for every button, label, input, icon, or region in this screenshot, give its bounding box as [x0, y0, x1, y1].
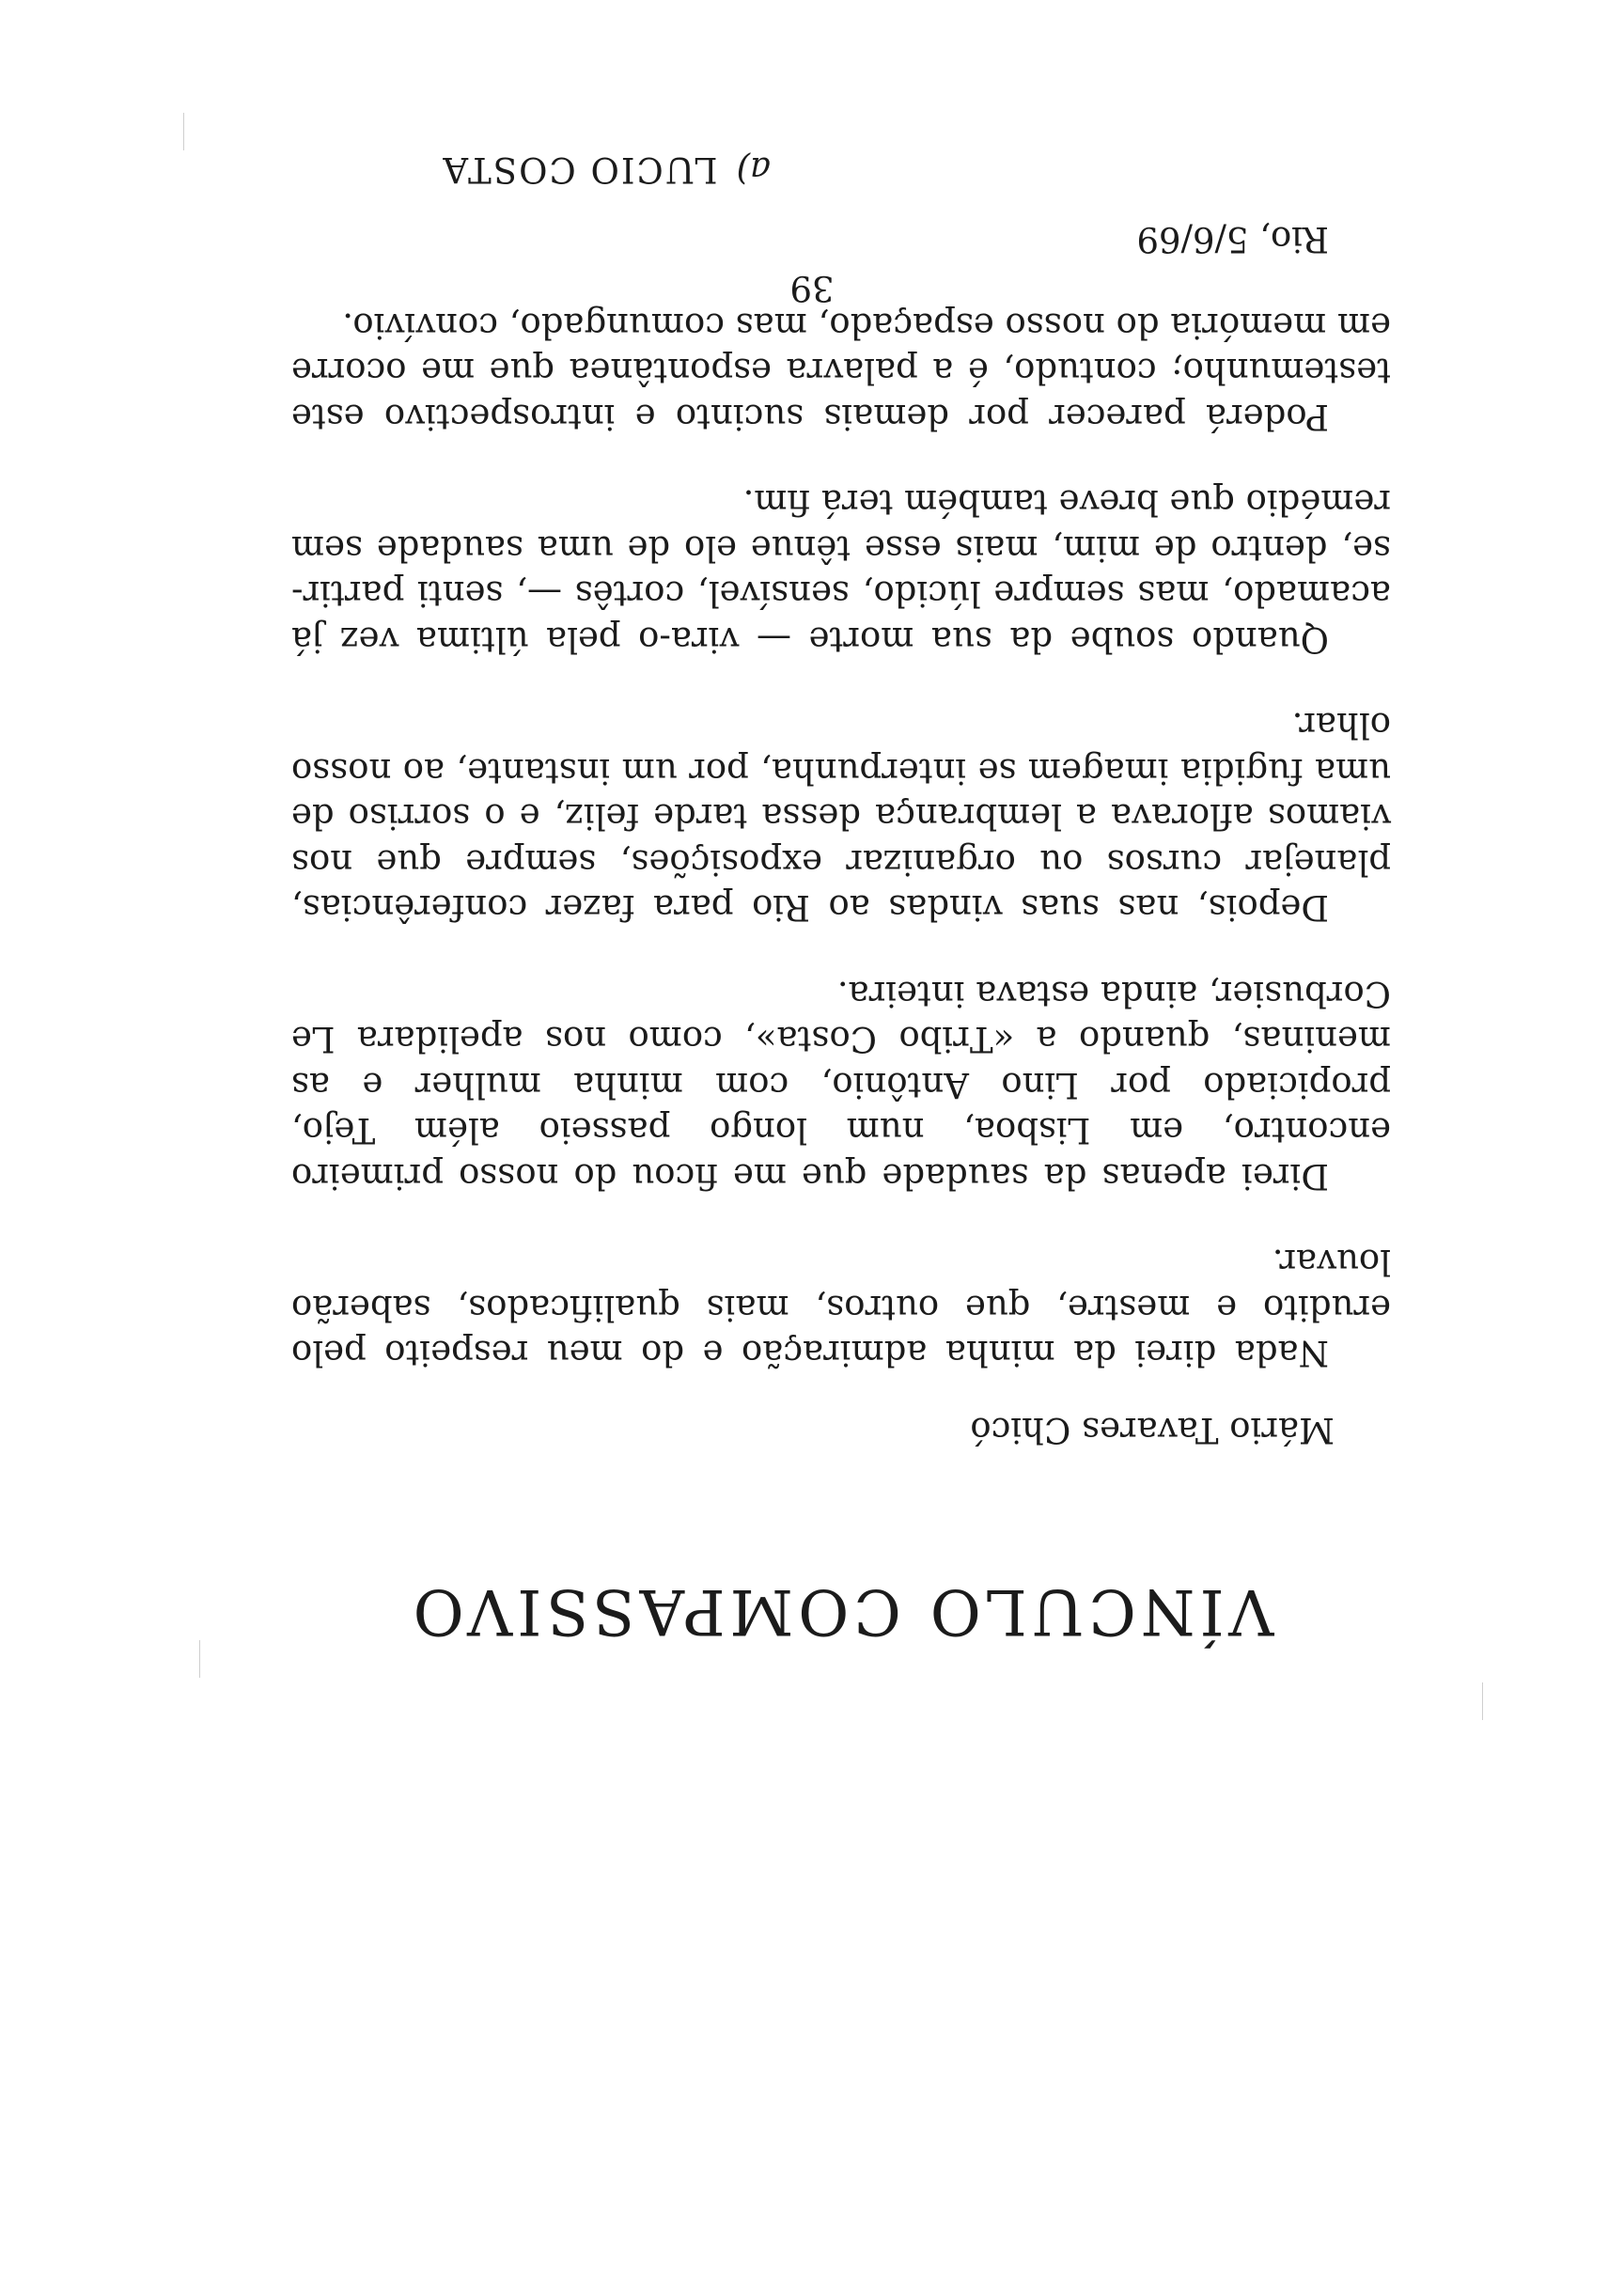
place-date: Rio, 5/6/69 [1136, 219, 1329, 260]
scan-speck [183, 113, 184, 150]
text-block [291, 147, 1391, 1648]
signature-prefix: a) [736, 149, 771, 191]
paragraph: Quando soube da sua morte — vira-o pela última vez já acamado, mas sempre lúcido, sensível, cortês —, senti partir-se, dentro de mim, mais esse tênue elo de uma saudade sem remédio que breve também terá fim. [291, 482, 1391, 660]
signature [291, 147, 771, 192]
scan-speck [199, 1640, 200, 1678]
scan-speck [1482, 1682, 1483, 1720]
paragraph: Direi apenas da saudade que me ficou do nosso primeiro encontro, em Lisboa, num longo passeio além Tejo, propiciado por Lino Antônio, com minha mulher e as meninas, quando a «Tribo Costa», como nos apelidara Le Corbusier, ainda estava inteira. [291, 973, 1391, 1197]
paragraph: Poderá parecer por demais sucinto e introspectivo este testemunho; contudo, é a palavra espontânea que me ocorre em memória do nosso espaçado, mas comungado, convívio. [291, 305, 1391, 437]
paragraph: Nada direi da minha admiração e do meu respeito pelo erudito e mestre, que outros, mais qualificados, saberão louvar. [291, 1242, 1391, 1374]
paragraph: Depois, nas suas vindas ao Rio para fazer conferências, planejar cursos ou organizar exposições, sempre que nos viamos aflorava a lembrança dessa tarde feliz, e o sorriso de uma fugidia imagem se interpunha, por um instante, ao nosso olhar. [291, 705, 1391, 929]
page-number: 39 [789, 268, 835, 308]
author-name: Mário Tavares Chicó [970, 1410, 1335, 1451]
signature-name: LUCIO COSTA [441, 149, 718, 191]
page-title: VÍNCULO COMPASSIVO [408, 1575, 1274, 1648]
